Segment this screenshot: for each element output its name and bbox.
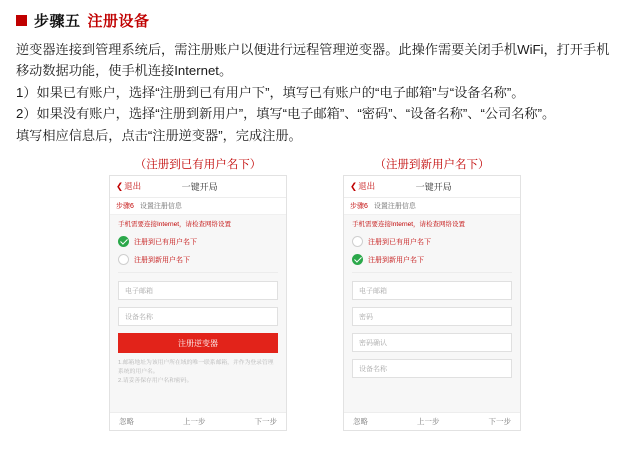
phone-screenshot (343, 175, 521, 431)
radio-option-new[interactable] (352, 254, 512, 265)
phone-topbar (344, 176, 520, 198)
register-inverter-button[interactable] (118, 333, 278, 353)
email-field-placeholder: 电子邮箱 (125, 287, 153, 295)
exit-label: 退出 (124, 181, 142, 192)
radio-label: 注册到已有用户名下 (134, 238, 197, 246)
body-text (16, 39, 614, 146)
divider (352, 272, 512, 273)
password-field-placeholder: 密码 (359, 313, 373, 321)
next-step-button[interactable]: 下一步 (488, 416, 511, 426)
phone-topbar (110, 176, 286, 198)
form-notes (118, 359, 278, 385)
phone-footer (110, 412, 286, 430)
heading-marker-icon (16, 15, 27, 26)
exit-label: 退出 (358, 181, 376, 192)
step-label: 设置注册信息 (139, 202, 182, 210)
step-label: 设置注册信息 (373, 202, 416, 210)
radio-label: 注册到新用户名下 (368, 256, 424, 264)
device-name-field-placeholder: 设备名称 (359, 365, 387, 373)
intro-paragraph: 逆变器连接到管理系统后，需注册账户以便进行远程管理逆变器。此操作需要关闭手机WiFi，打开手机移动数据功能，使手机连接Internet。 (16, 42, 610, 79)
figure-existing-user (109, 156, 287, 431)
prev-step-button[interactable]: 上一步 (417, 416, 440, 426)
divider (118, 272, 278, 273)
skip-button[interactable]: 忽略 (353, 416, 368, 426)
phone-footer (344, 412, 520, 430)
password-field[interactable] (352, 307, 512, 326)
phone-body (110, 215, 286, 386)
radio-unchecked-icon[interactable] (118, 254, 129, 265)
email-field[interactable] (118, 281, 278, 300)
radio-option-existing[interactable] (352, 236, 512, 247)
password-confirm-field-placeholder: 密码确认 (359, 339, 387, 347)
figure-group (14, 156, 616, 431)
phone-screenshot (109, 175, 287, 431)
section-heading (16, 10, 616, 31)
register-inverter-label: 注册逆变器 (178, 338, 218, 348)
phone-subbar (110, 198, 286, 215)
radio-unchecked-icon[interactable] (352, 236, 363, 247)
chevron-left-icon: ❮ (350, 181, 358, 192)
exit-button[interactable] (116, 180, 141, 192)
email-field[interactable] (352, 281, 512, 300)
list-item-1: 1）如果已有账户，选择“注册到已有用户下”，填写已有账户的“电子邮箱”与“设备名称”。 (16, 84, 525, 100)
skip-button[interactable]: 忽略 (119, 416, 134, 426)
heading-step: 步骤五 (34, 13, 81, 30)
step-tag: 步骤6 (116, 202, 134, 210)
phone-subbar (344, 198, 520, 215)
radio-option-existing[interactable] (118, 236, 278, 247)
network-hint: 手机需要连接Internet，请检查网络设置 (118, 220, 232, 228)
phone-title: 一键开局 (181, 181, 218, 192)
chevron-left-icon: ❮ (116, 181, 124, 192)
exit-button[interactable] (350, 180, 375, 192)
heading-title: 注册设备 (87, 13, 150, 30)
radio-checked-icon[interactable] (118, 236, 129, 247)
phone-title: 一键开局 (415, 181, 452, 192)
figure-new-user (343, 156, 521, 431)
note-2: 2.请妥善保存用户名和密码。 (118, 378, 193, 385)
radio-label: 注册到已有用户名下 (368, 238, 431, 246)
note-1: 1.邮箱地址为该用户所在域的唯一联系邮箱，并作为登录管理系统的用户名。 (118, 360, 274, 375)
next-step-button[interactable]: 下一步 (254, 416, 277, 426)
device-name-field[interactable] (118, 307, 278, 326)
device-name-field-placeholder: 设备名称 (125, 313, 153, 321)
figure-caption: （注册到已有用户名下） (134, 158, 262, 171)
radio-option-new[interactable] (118, 254, 278, 265)
network-hint: 手机需要连接Internet，请检查网络设置 (352, 220, 466, 228)
radio-checked-icon[interactable] (352, 254, 363, 265)
list-item-2: 2）如果没有账户，选择“注册到新用户”，填写“电子邮箱”、“密码”、“设备名称”、“公司名称”。 (16, 106, 556, 122)
device-name-field[interactable] (352, 359, 512, 378)
prev-step-button[interactable]: 上一步 (183, 416, 206, 426)
step-tag: 步骤6 (350, 202, 368, 210)
radio-label: 注册到新用户名下 (134, 256, 190, 264)
figure-caption: （注册到新用户名下） (374, 158, 490, 171)
closing-paragraph: 填写相应信息后，点击“注册逆变器”，完成注册。 (16, 127, 302, 143)
phone-body (344, 215, 520, 378)
password-confirm-field[interactable] (352, 333, 512, 352)
email-field-placeholder: 电子邮箱 (359, 287, 387, 295)
